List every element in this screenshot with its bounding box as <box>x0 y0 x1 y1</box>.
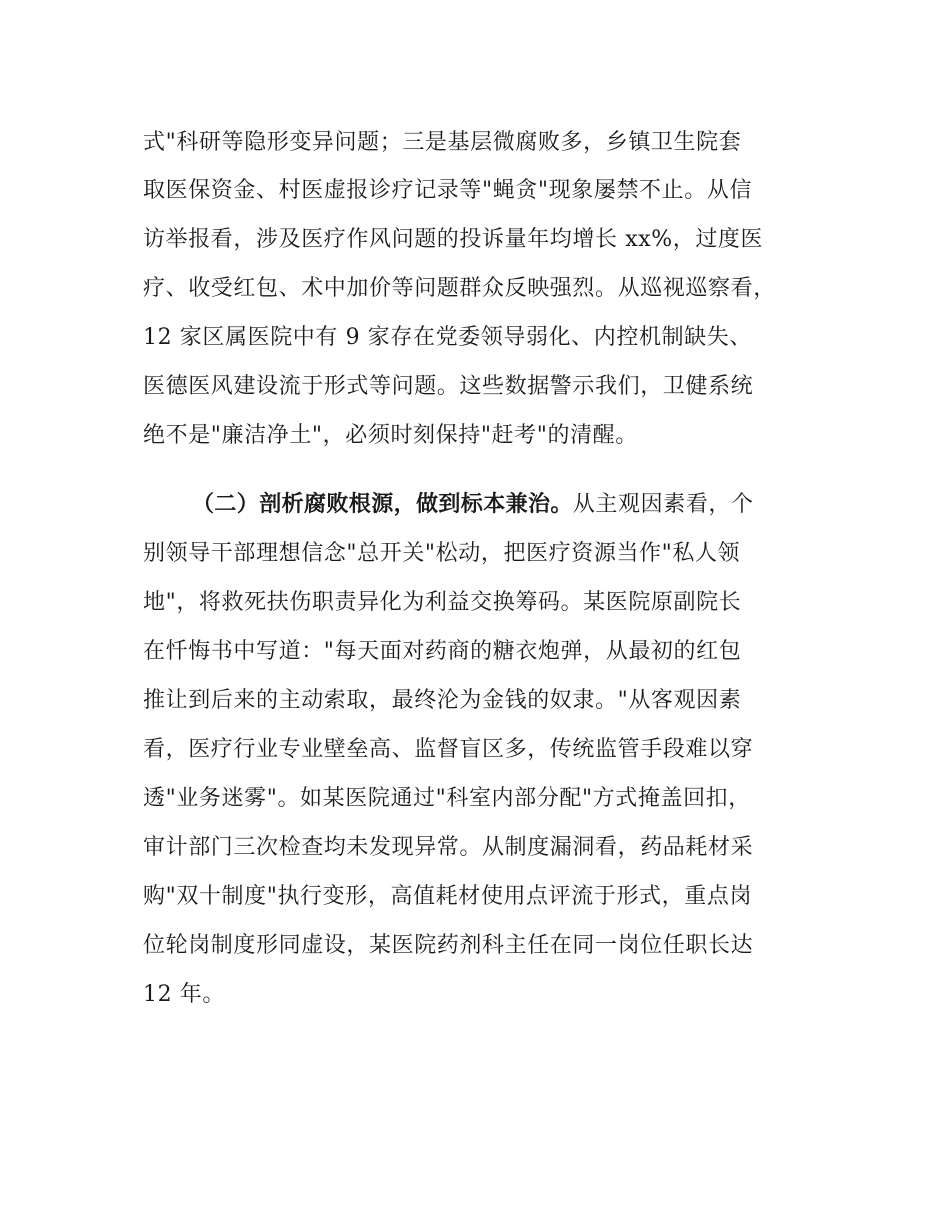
paragraph-line: 访举报看，涉及医疗作风问题的投诉量年均增长 xx%，过度医 <box>143 227 764 252</box>
section-first-line <box>192 490 754 520</box>
paragraph-line: 透"业务迷雾"。如某医院通过"科室内部分配"方式掩盖回扣， <box>143 786 751 811</box>
paragraph-line: 购"双十制度"执行变形，高值耗材使用点评流于形式，重点岗 <box>143 884 753 909</box>
paragraph-line: 审计部门三次检查均未发现异常。从制度漏洞看，药品耗材采 <box>143 835 754 860</box>
paragraph-line: 位轮岗制度形同虚设，某医院药剂科主任在同一岗位任职长达 <box>143 933 754 958</box>
paragraph-line: 疗、收受红包、术中加价等问题群众反映强烈。从巡视巡察看， <box>143 276 776 301</box>
paragraph-line: 式"科研等隐形变异问题；三是基层微腐败多，乡镇卫生院套 <box>143 130 742 155</box>
paragraph-line: 医德医风建设流于形式等问题。这些数据警示我们，卫健系统 <box>143 374 754 399</box>
paragraph-line: 取医保资金、村医虚报诊疗记录等"蝇贪"现象屡禁不止。从信 <box>143 178 753 203</box>
paragraph-line: 12 家区属医院中有 9 家存在党委领导弱化、内控机制缺失、 <box>143 325 752 350</box>
paragraph-line: 地"，将救死扶伤职责异化为利益交换筹码。某医院原副院长 <box>143 590 742 615</box>
section-first-line-text: 从主观因素看，个 <box>572 492 754 517</box>
paragraph-line: 看，医疗行业专业壁垒高、监督盲区多，传统监管手段难以穿 <box>143 737 754 762</box>
section-heading: （二）剖析腐败根源，做到标本兼治。 <box>192 492 573 517</box>
paragraph-line: 别领导干部理想信念"总开关"松动，把医疗资源当作"私人领 <box>143 541 741 566</box>
paragraph-line: 绝不是"廉洁净土"，必须时刻保持"赶考"的清醒。 <box>143 423 638 448</box>
paragraph-line: 推让到后来的主动索取，最终沦为金钱的奴隶。"从客观因素 <box>143 688 742 713</box>
paragraph-line: 在忏悔书中写道："每天面对药商的糖衣炮弹，从最初的红包 <box>143 639 742 664</box>
paragraph-line: 12 年。 <box>143 982 225 1007</box>
